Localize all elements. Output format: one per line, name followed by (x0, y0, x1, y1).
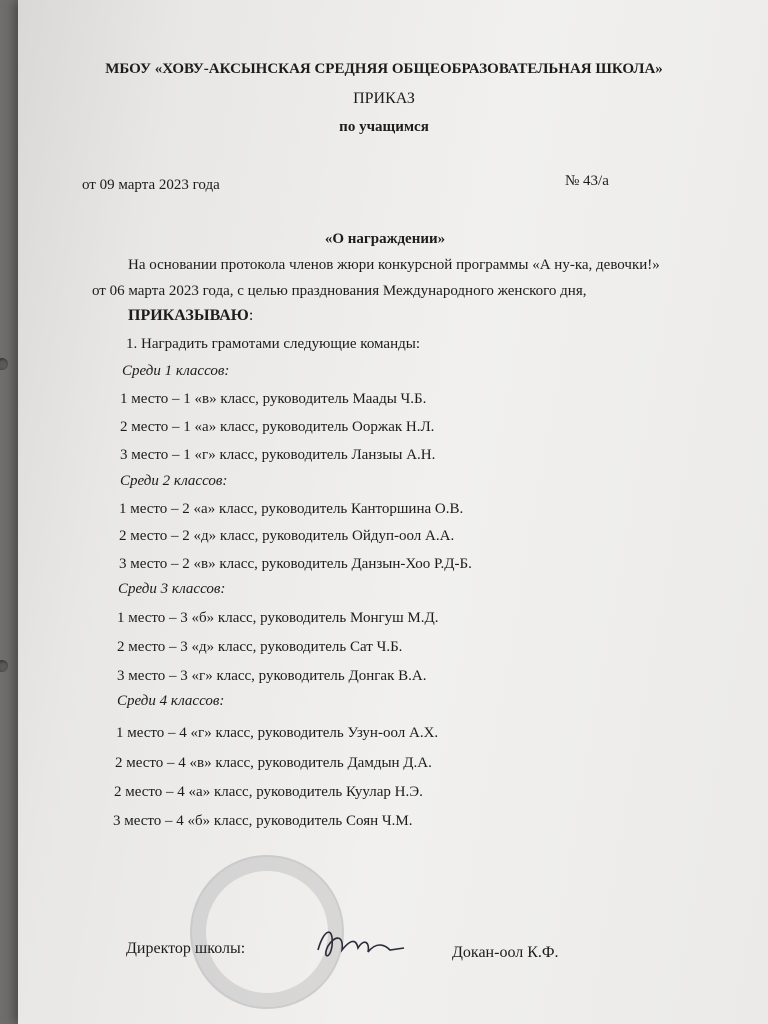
award-line: 2 место – 2 «д» класс, руководитель Ойдуп-оол А.А. (119, 528, 455, 544)
order-word-line (128, 307, 253, 325)
award-line: 2 место – 3 «д» класс, руководитель Сат Ч.Б. (117, 639, 403, 655)
school-name: МБОУ «ХОВУ-АКСЫНСКАЯ СРЕДНЯЯ ОБЩЕОБРАЗОВАТЕЛЬНАЯ ШКОЛА» (105, 61, 663, 77)
group-title: Среди 2 классов: (120, 473, 228, 489)
award-line: 1 место – 2 «а» класс, руководитель Канторшина О.В. (119, 501, 464, 517)
order-heading: «О награждении» (324, 231, 446, 247)
award-line: 1 место – 3 «б» класс, руководитель Монгуш М.Д. (117, 610, 439, 626)
award-line: 1 место – 4 «г» класс, руководитель Узун-оол А.Х. (116, 725, 439, 741)
binder-hole (0, 660, 8, 672)
document-type: ПРИКАЗ (353, 90, 415, 107)
document-subtitle: по учащимся (339, 119, 429, 135)
signature-scribble (310, 920, 410, 970)
signature-role: Директор школы: (126, 940, 246, 957)
group-title: Среди 1 классов: (122, 363, 230, 379)
group-title: Среди 4 классов: (117, 693, 225, 709)
order-word: ПРИКАЗЫВАЮ (128, 307, 249, 324)
award-line: 3 место – 3 «г» класс, руководитель Донгак В.А. (117, 668, 427, 684)
award-line: 2 место – 4 «а» класс, руководитель Куулар Н.Э. (114, 784, 423, 800)
award-line: 3 место – 4 «б» класс, руководитель Соян Ч.М. (113, 813, 413, 829)
award-line: 1 место – 1 «в» класс, руководитель Маады Ч.Б. (120, 391, 427, 407)
order-date: от 09 марта 2023 года (82, 177, 220, 193)
preamble-line-1: На основании протокола членов жюри конкурсной программы «А ну-ка, девочки!» (128, 257, 660, 273)
award-line: 3 место – 1 «г» класс, руководитель Ланзыы А.Н. (120, 447, 436, 463)
award-line: 2 место – 1 «а» класс, руководитель Ооржак Н.Л. (120, 419, 435, 435)
award-line: 3 место – 2 «в» класс, руководитель Данзын-Хоо Р.Д-Б. (119, 556, 472, 572)
order-item-1: 1. Наградить грамотами следующие команды: (126, 336, 420, 352)
group-title: Среди 3 классов: (118, 581, 226, 597)
binder-hole (0, 358, 8, 370)
order-colon: : (248, 307, 254, 324)
signature-name: Докан-оол К.Ф. (452, 944, 559, 961)
order-number: № 43/а (565, 173, 609, 189)
preamble-line-2: от 06 марта 2023 года, с целью празднования Международного женского дня, (92, 283, 587, 299)
award-line: 2 место – 4 «в» класс, руководитель Дамдын Д.А. (115, 755, 432, 771)
